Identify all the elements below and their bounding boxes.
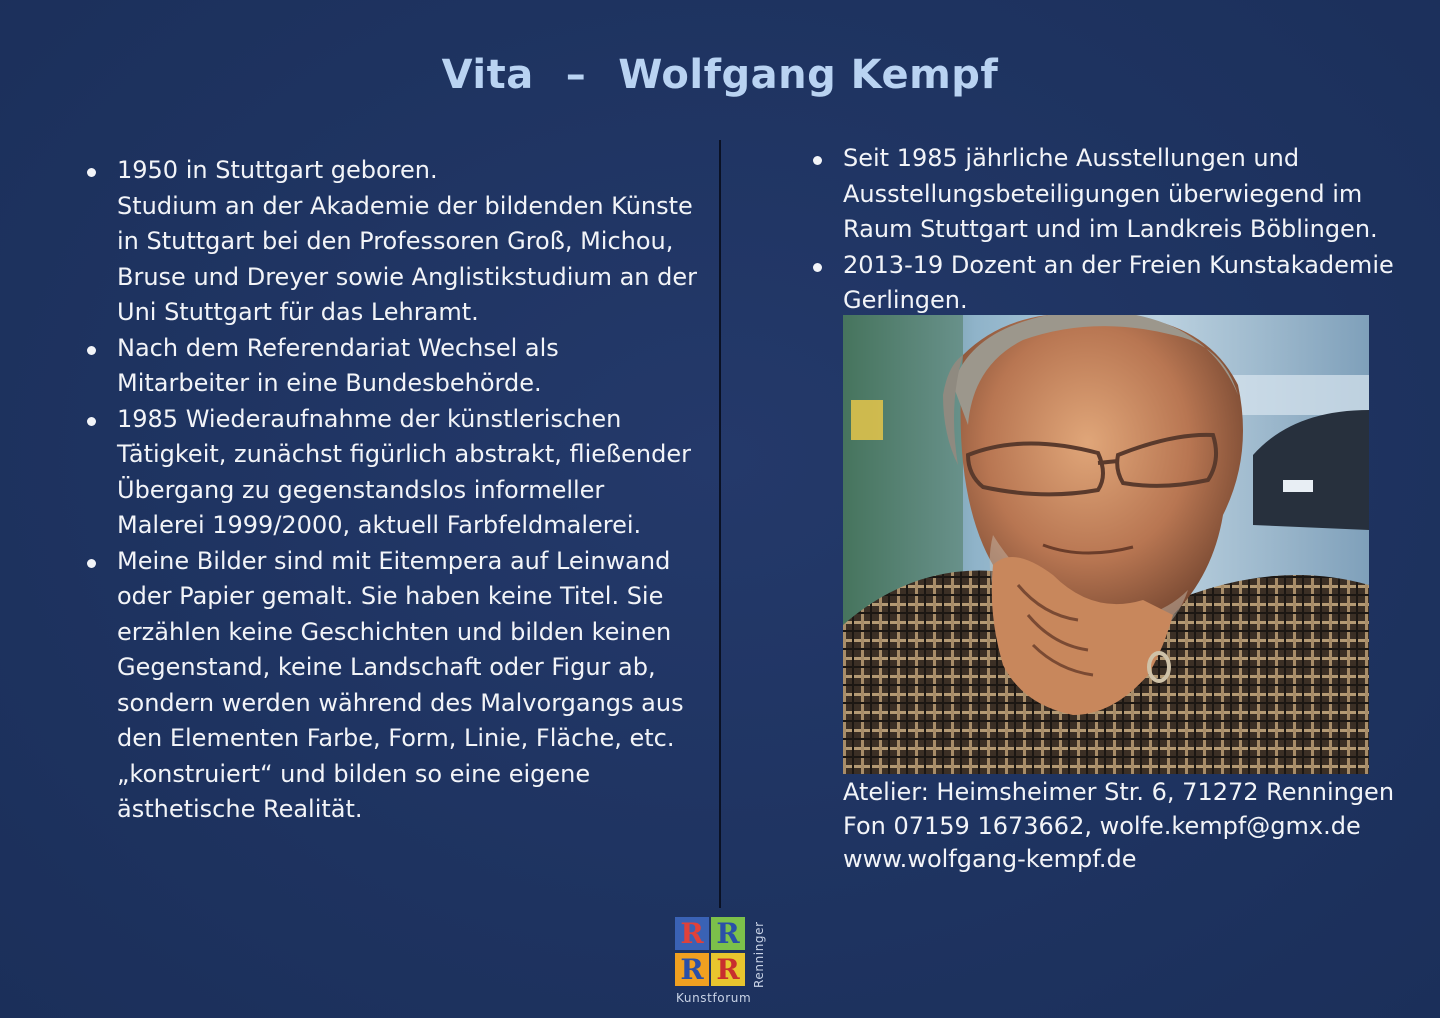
logo-tile: R	[711, 953, 745, 986]
list-item-line: ästhetische Realität.	[117, 795, 363, 823]
logo-tile: R	[675, 953, 709, 986]
bullet-icon	[87, 346, 96, 355]
list-item-line: oder Papier gemalt. Sie haben keine Titel. Sie	[117, 582, 664, 610]
logo-tiles	[675, 917, 747, 987]
bullet-icon	[813, 263, 822, 272]
list-item-line: 2013-19 Dozent an der Freien Kunstakademie	[843, 250, 1394, 279]
left-bullet-list	[85, 153, 705, 828]
bullet-icon	[813, 156, 822, 165]
bullet-icon	[87, 417, 96, 426]
list-item-line: Tätigkeit, zunächst figürlich abstrakt, fließender	[117, 440, 692, 468]
list-item-line: Mitarbeiter in eine Bundesbehörde.	[117, 369, 542, 397]
bullet-icon	[87, 168, 96, 177]
list-item-line: erzählen keine Geschichten und bilden keinen	[117, 617, 672, 646]
list-item-line: Gegenstand, keine Landschaft oder Figur ab,	[117, 653, 656, 681]
bullet-icon	[87, 559, 96, 568]
atelier-address: Atelier: Heimsheimer Str. 6, 71272 Renningen	[843, 778, 1395, 806]
portrait-photo	[843, 315, 1369, 774]
column-divider	[719, 140, 721, 908]
list-item-line: 1985 Wiederaufnahme der künstlerischen	[117, 404, 622, 433]
list-item-line: Uni Stuttgart für das Lehramt.	[117, 298, 479, 326]
title-dash: –	[565, 52, 587, 98]
list-item	[85, 153, 705, 331]
list-item-line: Raum Stuttgart und im Landkreis Böblingen.	[843, 215, 1378, 243]
list-item-line: Übergang zu gegenstandslos informeller	[117, 475, 605, 504]
list-item	[85, 544, 705, 828]
title-name: Wolfgang Kempf	[618, 52, 999, 98]
kunstforum-logo	[672, 914, 772, 1010]
list-item	[811, 141, 1411, 248]
list-item	[85, 402, 705, 544]
logo-text-renninger: Renninger	[752, 921, 766, 988]
logo-text-kunstforum: Kunstforum	[676, 991, 752, 1005]
logo-tile: R	[675, 917, 709, 950]
title-vita: Vita	[441, 52, 534, 98]
website-link: www.wolfgang-kempf.de	[843, 845, 1137, 873]
list-item	[811, 248, 1411, 319]
list-item-line: Nach dem Referendariat Wechsel als	[117, 333, 559, 362]
list-item	[85, 331, 705, 402]
list-item-line: „konstruiert“ und bilden so eine eigene	[117, 759, 591, 788]
logo-tile: R	[711, 917, 745, 950]
contact-block	[843, 776, 1394, 877]
list-item-line: Gerlingen.	[843, 286, 968, 314]
list-item-line: Studium an der Akademie der bildenden Künste	[117, 191, 693, 220]
list-item-line: 1950 in Stuttgart geboren.	[117, 156, 438, 184]
list-item-line: Ausstellungsbeteiligungen überwiegend im	[843, 179, 1363, 208]
right-bullet-list	[811, 141, 1411, 319]
list-item-line: sondern werden während des Malvorgangs aus	[117, 688, 684, 717]
list-item-line: Meine Bilder sind mit Eitempera auf Leinwand	[117, 546, 671, 575]
list-item-line: den Elementen Farbe, Form, Linie, Fläche, etc.	[117, 724, 675, 752]
phone-email: Fon 07159 1673662, wolfe.kempf@gmx.de	[843, 811, 1361, 840]
list-item-line: Seit 1985 jährliche Ausstellungen und	[843, 144, 1300, 172]
page-title	[0, 52, 1440, 98]
list-item-line: in Stuttgart bei den Professoren Groß, Michou,	[117, 227, 674, 255]
list-item-line: Bruse und Dreyer sowie Anglistikstudium an der	[117, 262, 697, 291]
list-item-line: Malerei 1999/2000, aktuell Farbfeldmalerei.	[117, 511, 642, 539]
